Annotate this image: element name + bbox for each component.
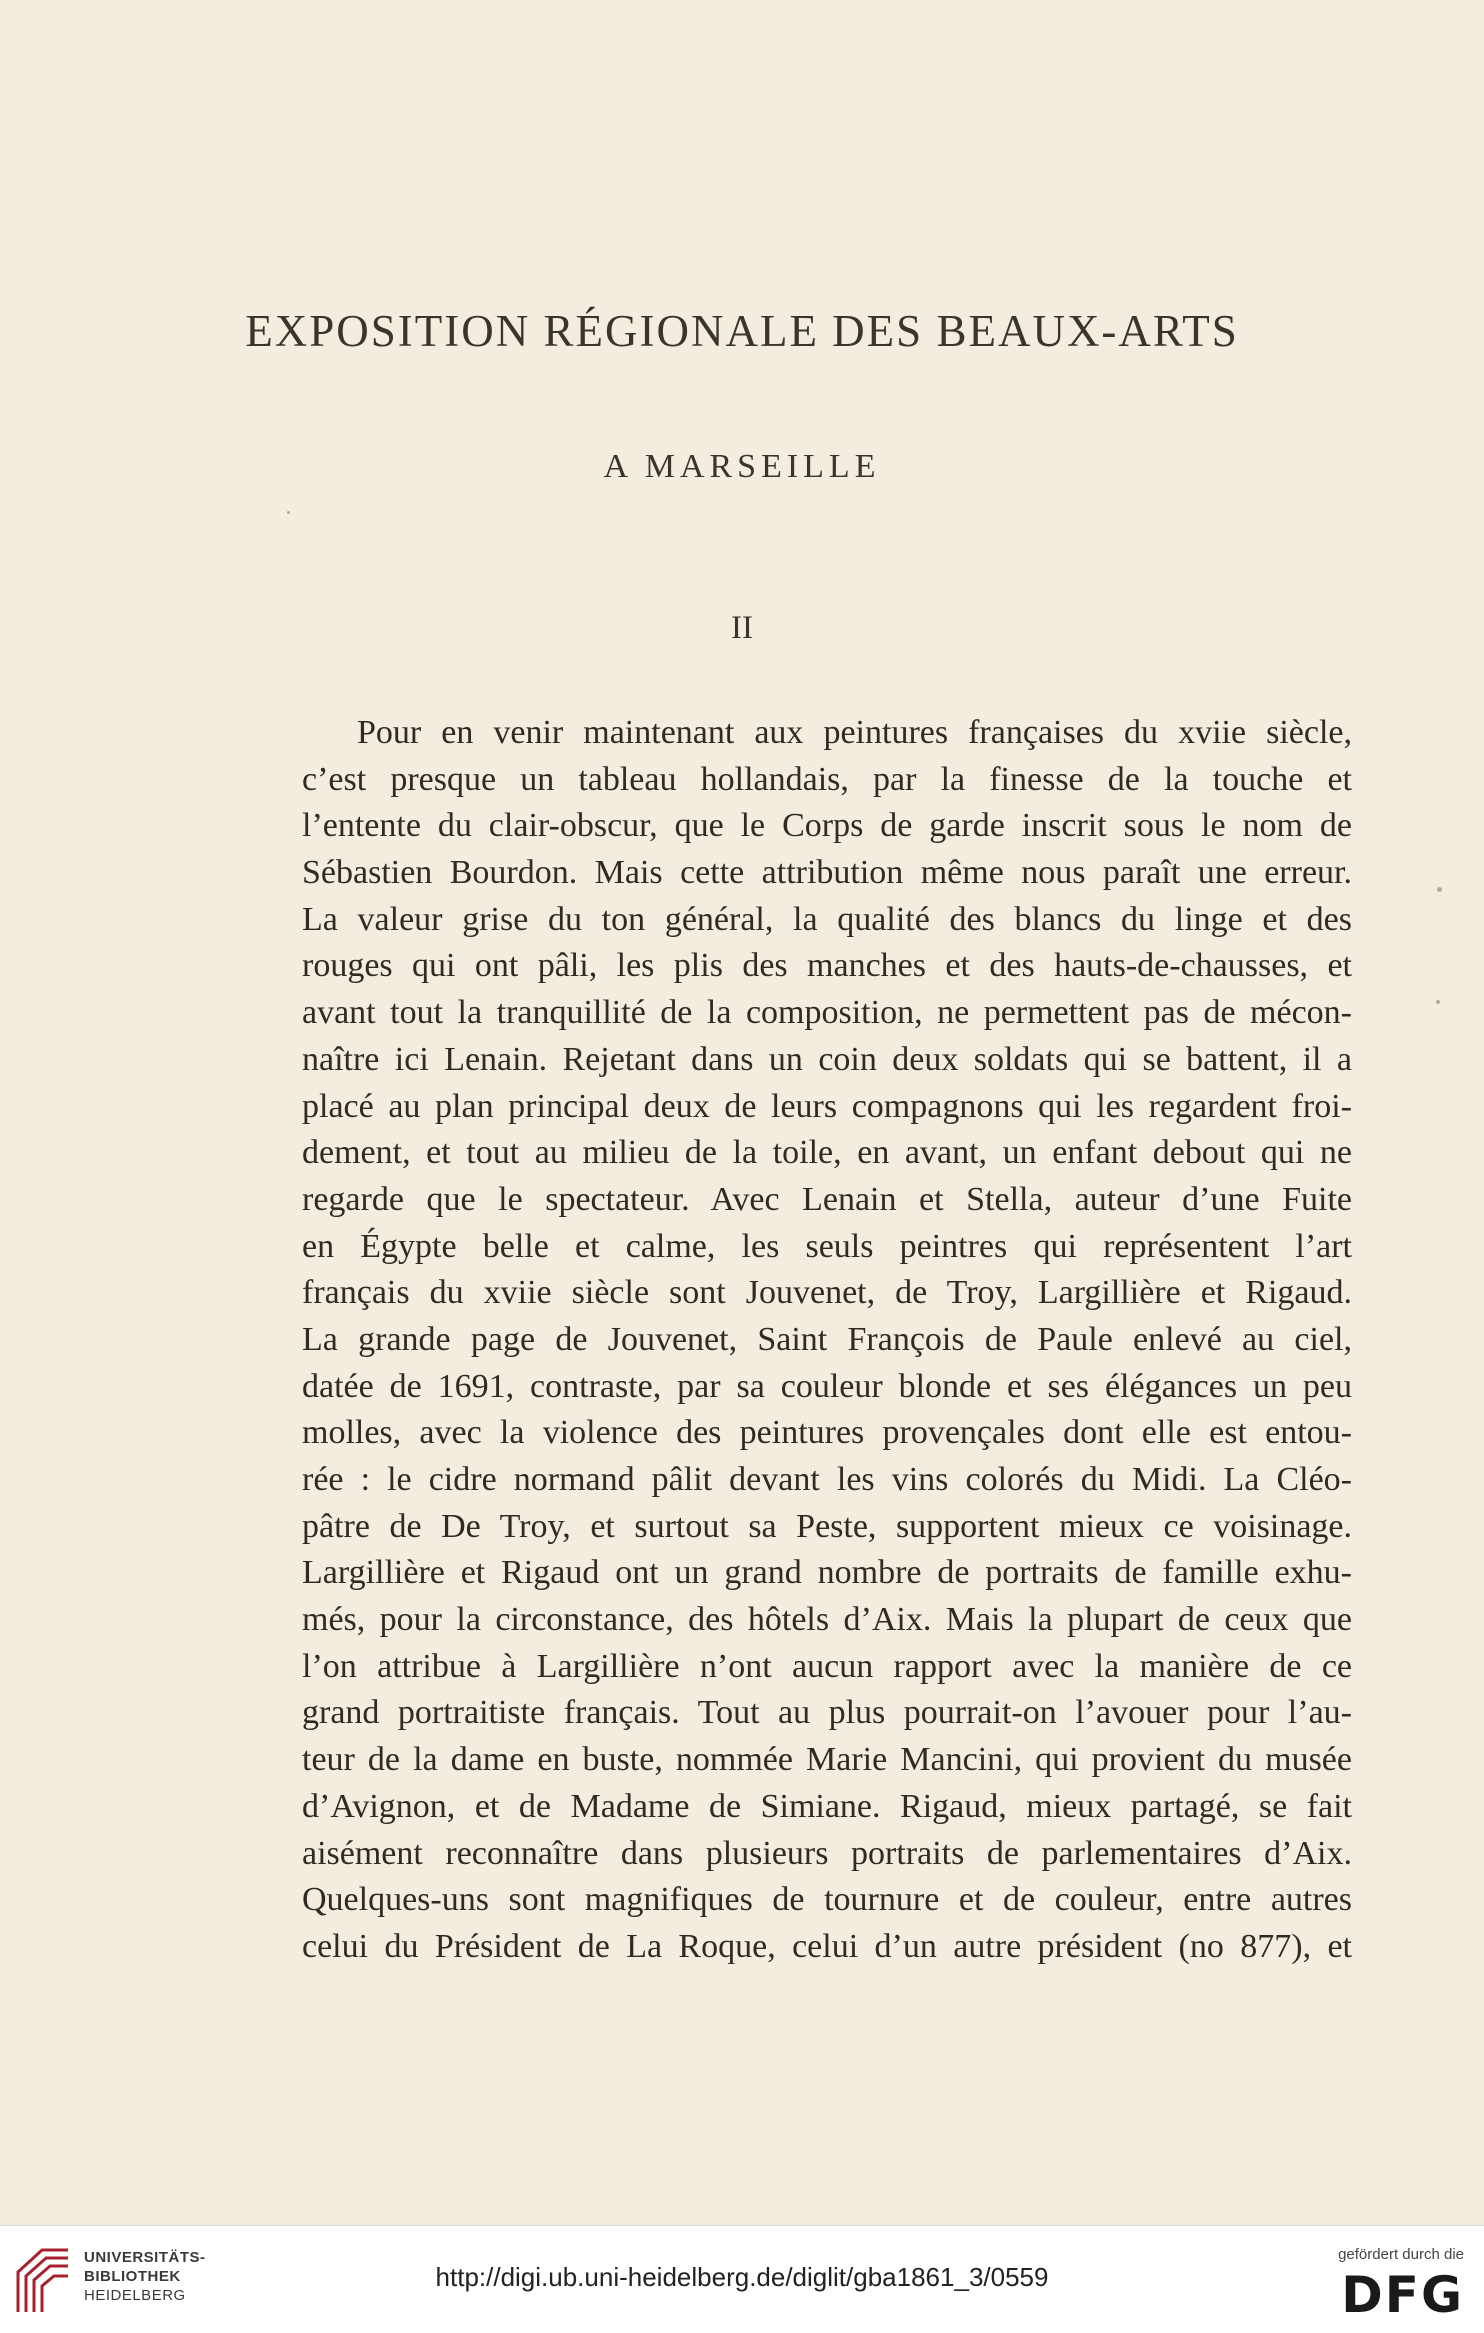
paper-speck [1436, 1000, 1440, 1004]
body-text [302, 710, 1352, 1971]
text-line: La valeur grise du ton général, la qualité des blancs du linge et des [302, 900, 1352, 938]
library-name-line: BIBLIOTHEK [84, 2268, 181, 2285]
text-line: français du xviie siècle sont Jouvenet, de Troy, Largillière et Rigaud. [302, 1274, 1352, 1312]
library-name-line: UNIVERSITÄTS- [84, 2249, 206, 2266]
paper-speck [1437, 887, 1442, 892]
dfg-logo[interactable]: DFG [1341, 2266, 1464, 2324]
text-line: rée : le cidre normand pâlit devant les vins colorés du Midi. La Cléo- [302, 1461, 1352, 1498]
text-line: l’on attribue à Largillière n’ont aucun rapport avec la manière de ce [302, 1647, 1352, 1685]
sponsor-caption: gefördert durch die [1338, 2246, 1464, 2263]
text-line: celui du Président de La Roque, celui d’un autre président (no 877), et [302, 1927, 1352, 1965]
paper-speck [287, 511, 290, 514]
text-line: l’entente du clair-obscur, que le Corps de garde inscrit sous le nom de [302, 807, 1352, 845]
text-line: grand portraitiste français. Tout au plus pourrait-on l’avouer pour l’au- [302, 1694, 1352, 1732]
text-line: naître ici Lenain. Rejetant dans un coin deux soldats qui se battent, il a [302, 1040, 1352, 1078]
article-subtitle: A MARSEILLE [603, 448, 881, 485]
text-line: d’Avignon, et de Madame de Simiane. Rigaud, mieux partagé, se fait [302, 1787, 1352, 1825]
text-line: aisément reconnaître dans plusieurs portraits de parlementaires d’Aix. [302, 1834, 1352, 1872]
text-line: rouges qui ont pâli, les plis des manches et des hauts-de-chausses, et [302, 947, 1352, 985]
text-line: molles, avec la violence des peintures provençales dont elle est entou- [302, 1414, 1352, 1452]
text-line: datée de 1691, contraste, par sa couleur blonde et ses élégances un peu [302, 1367, 1352, 1405]
text-line: Largillière et Rigaud ont un grand nombre de portraits de famille exhu- [302, 1554, 1352, 1592]
article-title: EXPOSITION RÉGIONALE DES BEAUX-ARTS [245, 306, 1239, 356]
text-line: placé au plan principal deux de leurs compagnons qui les regardent froi- [302, 1087, 1352, 1125]
text-line: més, pour la circonstance, des hôtels d’Aix. Mais la plupart de ceux que [302, 1601, 1352, 1639]
section-number: II [731, 610, 753, 646]
text-line: en Égypte belle et calme, les seuls peintres qui représentent l’art [302, 1227, 1352, 1265]
permalink-url[interactable]: http://digi.ub.uni-heidelberg.de/diglit/gba1861_3/0559 [435, 2262, 1049, 2292]
text-line: c’est presque un tableau hollandais, par la finesse de la touche et [302, 760, 1352, 798]
text-line: Quelques-uns sont magnifiques de tournure et de couleur, entre autres [302, 1881, 1352, 1919]
text-line: La grande page de Jouvenet, Saint François de Paule enlevé au ciel, [302, 1320, 1352, 1358]
text-line: Sébastien Bourdon. Mais cette attribution même nous paraît une erreur. [302, 854, 1352, 892]
text-line: regarde que le spectateur. Avec Lenain et Stella, auteur d’une Fuite [302, 1180, 1352, 1218]
library-name-line: HEIDELBERG [84, 2287, 186, 2304]
text-line: teur de la dame en buste, nommée Marie Mancini, qui provient du musée [302, 1741, 1352, 1779]
footer-bar [0, 2225, 1484, 2333]
text-line: pâtre de De Troy, et surtout sa Peste, supportent mieux ce voisinage. [302, 1507, 1352, 1545]
text-line: avant tout la tranquillité de la composition, ne permettent pas de mécon- [302, 994, 1352, 1032]
text-line: dement, et tout au milieu de la toile, en avant, un enfant debout qui ne [302, 1134, 1352, 1172]
text-line: Pour en venir maintenant aux peintures françaises du xviie siècle, [357, 714, 1352, 751]
